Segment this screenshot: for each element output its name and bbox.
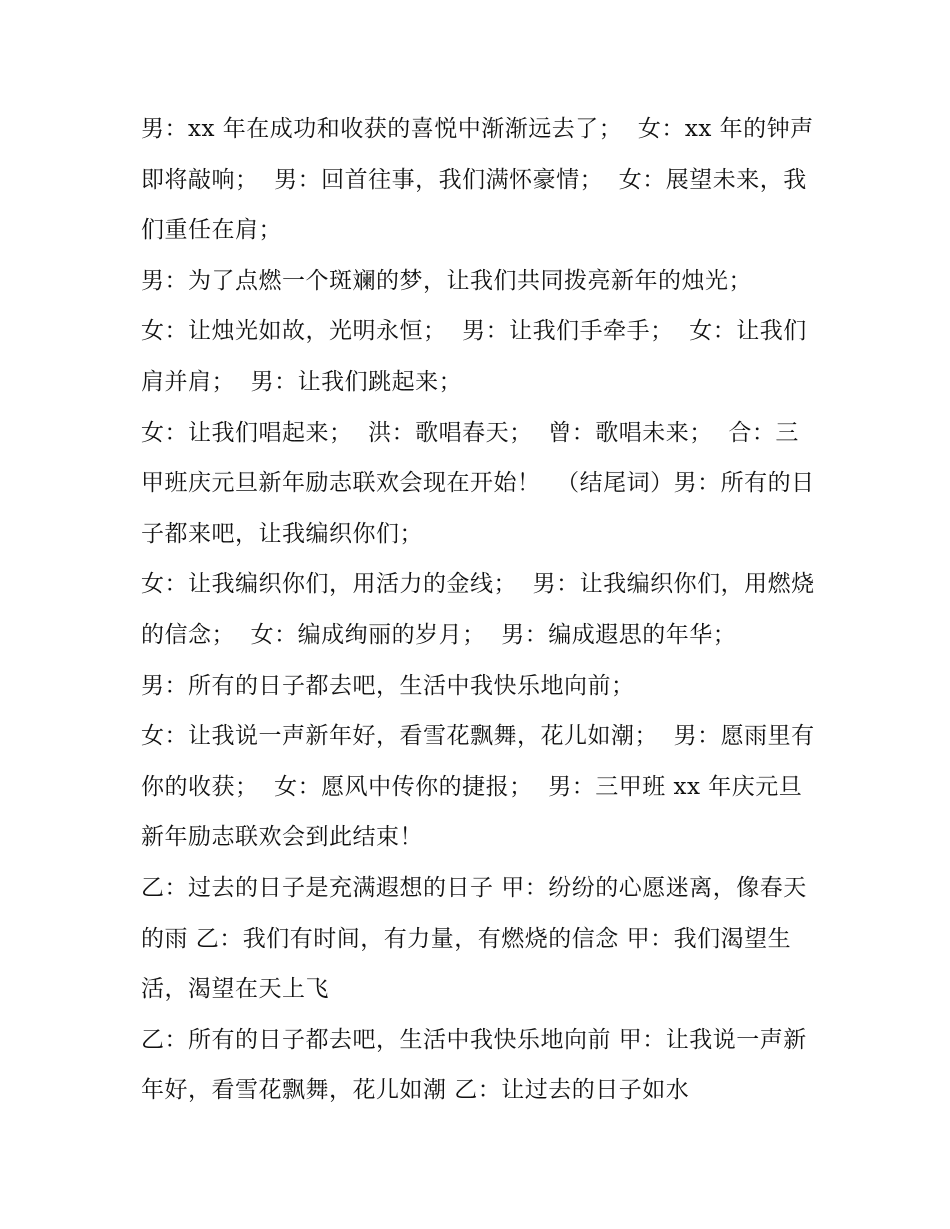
paragraph-9: 乙：所有的日子都去吧，生活中我快乐地向前 甲：让我说一声新年好，看雪花飘舞，花儿如潮 乙：让过去的日子如水 [141, 1026, 807, 1104]
paragraph-2: 男：为了点燃一个斑斓的梦，让我们共同拨亮新年的烛光； [141, 267, 752, 294]
paragraph-3: 女：让烛光如故，光明永恒； 男：让我们手牵手； 女：让我们肩并肩； 男：让我们跳起来； [141, 318, 807, 395]
document-body [141, 104, 821, 1116]
paragraph-6: 男：所有的日子都去吧，生活中我快乐地向前； [141, 672, 635, 699]
paragraph-4: 女：让我们唱起来； 洪：歌唱春天； 曾：歌唱未来； 合：三甲班庆元旦新年励志联欢会现在开始！ （结尾词）男：所有的日子都来吧，让我编织你们； [141, 419, 815, 547]
paragraph-5: 女：让我编织你们，用活力的金线； 男：让我编织你们，用燃烧的信念； 女：编成绚丽的岁月； 男：编成遐思的年华； [141, 571, 815, 648]
paragraph-8: 乙：过去的日子是充满遐想的日子 甲：纷纷的心愿迷离，像春天的雨 乙：我们有时间，有力量，有燃烧的信念 甲：我们渴望生活，渴望在天上飞 [141, 874, 807, 1003]
paragraph-1: 男：xx 年在成功和收获的喜悦中渐渐远去了； 女：xx 年的钟声即将敲响； 男：回首往事，我们满怀豪情； 女：展望未来，我们重任在肩； [141, 116, 814, 244]
paragraph-7: 女：让我说一声新年好，看雪花飘舞，花儿如潮； 男：愿雨里有你的收获； 女：愿风中传你的捷报； 男：三甲班 xx 年庆元旦新年励志联欢会到此结束！ [141, 723, 815, 851]
